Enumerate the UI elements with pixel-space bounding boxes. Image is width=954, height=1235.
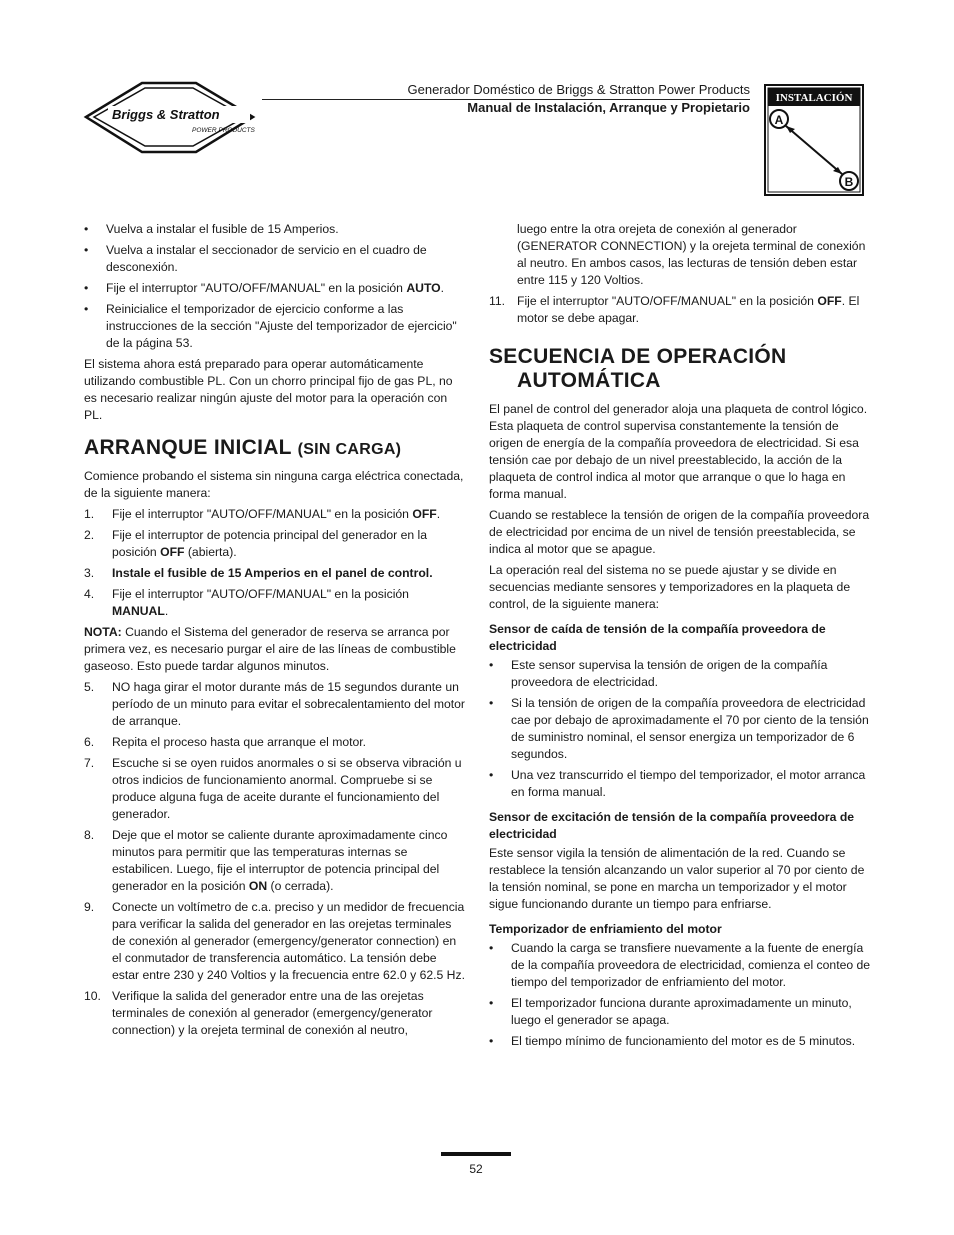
list-item: • Vuelva a instalar el fusible de 15 Amperios. <box>84 222 339 236</box>
list-item: 3. Instale el fusible de 15 Amperios en el panel de control. <box>84 566 433 580</box>
list-item: 11. Fije el interruptor "AUTO/OFF/MANUAL" en la posición OFF. El motor se debe apagar. <box>489 294 860 325</box>
page-number: 52 <box>441 1152 511 1176</box>
logo-text: Briggs & Stratton <box>112 107 220 122</box>
list-item: • Cuando la carga se transfiere nuevamente a la fuente de energía de la compañía proveedora de electricidad, comienza el conteo de tiempo del temporizador de enfriamiento del motor. <box>489 941 871 989</box>
list-item: • El temporizador funciona durante aproximadamente un minuto, luego el generador se apaga. <box>489 996 852 1027</box>
page-header <box>262 80 750 117</box>
header-subtitle: Manual de Instalación, Arranque y Propietario <box>467 100 750 115</box>
paragraph: Comience probando el sistema sin ninguna carga eléctrica conectada, de la siguiente manera: <box>84 469 464 500</box>
list-item: • Una vez transcurrido el tiempo del temporizador, el motor arranca en forma manual. <box>489 768 866 799</box>
list-item: 8. Deje que el motor se caliente durante aproximadamente cinco minutos para permitir que las temperaturas internas se estabilicen. Luego, fije el interruptor de potencia principal del generador en la posición ON (o cerrada). <box>84 828 448 893</box>
list-item: • Si la tensión de origen de la compañía proveedora de electricidad cae por debajo de aproximadamente el 70 por ciento de la tensión de suministro nominal, el sensor energiza un temporizador de 6 segundos. <box>489 696 869 761</box>
subheading-cooldown-timer: Temporizador de enfriamiento del motor <box>489 922 722 936</box>
list-item: 2. Fije el interruptor de potencia principal del generador en la posición OFF (abierta). <box>84 528 428 559</box>
list-item: 10. Verifique la salida del generador entre una de las orejetas terminales de conexión al generador (emergency/generator connection) y la orejeta terminal de conexión al neutro, <box>84 989 433 1037</box>
left-column <box>84 221 466 1043</box>
list-item: 6. Repita el proceso hasta que arranque el motor. <box>84 735 367 749</box>
list-item: 7. Escuche si se oyen ruidos anormales o si se observa vibración u otros indicios de funcionamiento anormal. Compruebe si se produce alguna fuga de aceite durante el funcionamiento del generador. <box>84 756 462 821</box>
list-item: 9. Conecte un voltímetro de c.a. preciso y un medidor de frecuencia para verificar la salida del generador en las orejetas terminales de conexión al generador (emergency/generator connection) en el conmutador de transferencia automático. La tensión debe estar entre 230 y 240 Voltios y la frecuencia entre 62.0 y 62.5 Hz. <box>84 900 465 982</box>
paragraph: Este sensor vigila la tensión de alimentación de la red. Cuando se restablece la tensión alcanzando un valor superior al 70 por ciento de la tensión nominal, se pone en marcha un temporizador y el motor sigue funcionando durante un tiempo para enfriarse. <box>489 846 865 911</box>
note-paragraph: NOTA: Cuando el Sistema del generador de reserva se arranca por primera vez, es necesario purgar el aire de las líneas de combustible gaseoso. Esto puede tardar algunos minutos. <box>84 625 456 673</box>
subheading-pickup-sensor: Sensor de excitación de tensión de la compañía proveedora de electricidad <box>489 810 855 841</box>
point-b-label: B <box>844 175 854 189</box>
list-item: • Reinicialice el temporizador de ejercicio conforme a las instrucciones de la sección "Ajuste del temporizador de ejercicio" de la página 53. <box>84 302 457 350</box>
section-heading-initial-start: ARRANQUE INICIAL (SIN CARGA) <box>84 436 402 459</box>
header-title: Generador Doméstico de Briggs & Stratton Power Products <box>407 82 750 97</box>
list-item: 1. Fije el interruptor "AUTO/OFF/MANUAL" en la posición OFF. <box>84 507 441 521</box>
page-number-bar <box>441 1152 511 1156</box>
list-item-continuation: luego entre la otra orejeta de conexión al generador (GENERATOR CONNECTION) y la orejeta terminal de conexión al neutro. En ambos casos, las lecturas de tensión deben estar entre 115 y 120 Voltios. <box>517 222 866 287</box>
logo-subtext: POWER PRODUCTS <box>192 127 255 134</box>
section-heading-auto-sequence: SECUENCIA DE OPERACIÓN AUTOMÁTICA <box>489 345 787 392</box>
list-item: 4. Fije el interruptor "AUTO/OFF/MANUAL" en la posición MANUAL. <box>84 587 409 618</box>
installation-section-icon <box>764 84 864 196</box>
list-item: • Vuelva a instalar el seccionador de servicio en el cuadro de desconexión. <box>84 243 427 274</box>
paragraph: La operación real del sistema no se puede ajustar y se divide en secuencias mediante sensores y temporizadores en la plaqueta de control, de la siguiente manera: <box>489 563 851 611</box>
bullet-list-reinstall <box>84 221 466 352</box>
header-rule <box>262 99 750 100</box>
paragraph: El panel de control del generador aloja una plaqueta de control lógico. Esta plaqueta de control supervisa constantemente la tensión de origen de energía de la compañía proveedora de electricidad. Si esa tensión cae por debajo de un nivel preestablecido, la acción de la plaqueta de control indica al motor que arranque o que lo haga en forma manual. <box>489 402 868 501</box>
briggs-stratton-logo <box>82 80 257 155</box>
section-label: INSTALACIÓN <box>775 92 853 104</box>
list-item: • Este sensor supervisa la tensión de origen de la compañía proveedora de electricidad. <box>489 658 828 689</box>
right-column <box>489 221 873 1054</box>
list-item: 5. NO haga girar el motor durante más de 15 segundos durante un período de un minuto para evitar el sobrecalentamiento del motor de arranque. <box>84 680 465 728</box>
subheading-dropout-sensor: Sensor de caída de tensión de la compañía proveedora de electricidad <box>489 622 826 653</box>
paragraph: El sistema ahora está preparado para operar automáticamente utilizando combustible PL. Con un chorro principal fijo de gas PL, no es necesario realizar ningún ajuste del motor para la operación con PL. <box>84 357 453 422</box>
point-a-label: A <box>774 113 784 127</box>
list-item: • Fije el interruptor "AUTO/OFF/MANUAL" en la posición AUTO. <box>84 281 445 295</box>
paragraph: Cuando se restablece la tensión de origen de la compañía proveedora de electricidad por encima de un nivel de tensión preestablecida, se indica al motor que se apague. <box>489 508 870 556</box>
list-item: • El tiempo mínimo de funcionamiento del motor es de 5 minutos. <box>489 1034 856 1048</box>
